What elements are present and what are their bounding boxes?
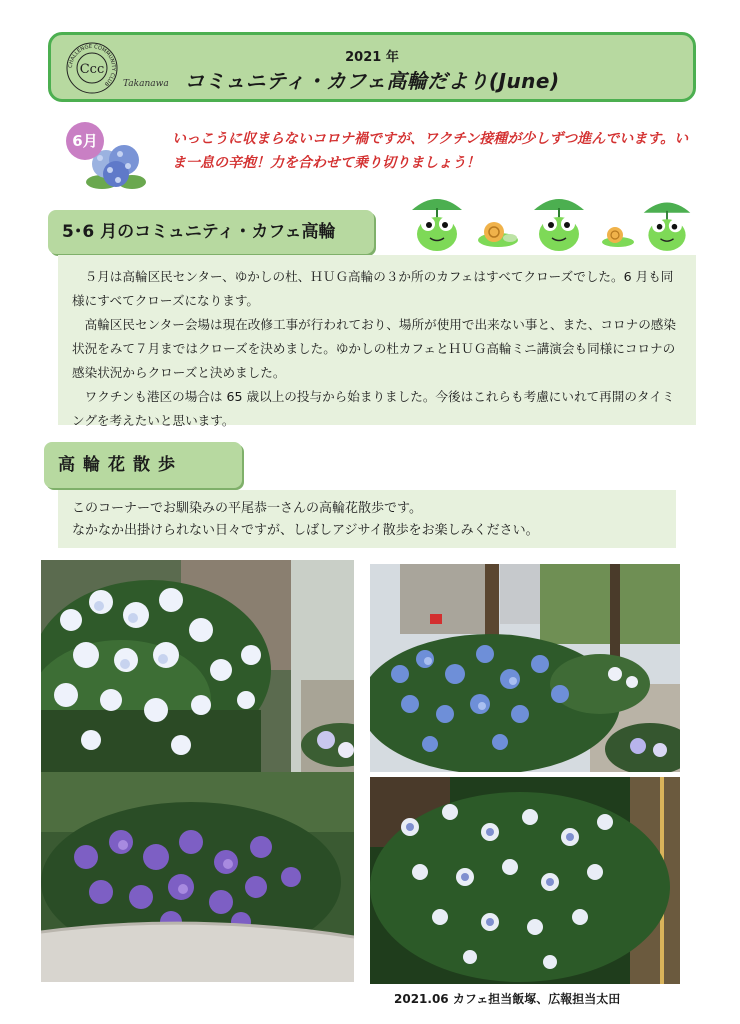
frog-with-umbrella-icon — [408, 188, 466, 254]
photo-white-hydrangeas — [41, 560, 354, 772]
snail-icon — [472, 218, 520, 248]
photo-credit-caption: 2021.06 カフェ担当飯塚、広報担当太田 — [394, 992, 621, 1006]
snail-icon — [598, 224, 636, 248]
svg-text:Ccc: Ccc — [79, 62, 105, 77]
svg-text:CHALLENGE COMMUNITY CLUB: CHALLENGE COMMUNITY CLUB — [67, 43, 117, 87]
newsletter-title: コミュニティ・カフェ高輪だより(June) — [184, 69, 560, 93]
intro-line: なかなか出掛けられない日々ですが、しばしアジサイ散歩をお楽しみください。 — [72, 523, 539, 538]
paragraph: ５月は高輪区民センター、ゆかしの杜、ＨＵＧ高輪の３か所のカフェはすべてクローズでした。6 月も同様にすべてクローズになります。 — [72, 269, 674, 308]
photo-blue-hydrangeas — [370, 564, 680, 772]
month-badge: 6月 — [66, 122, 104, 160]
cafe-report-text — [58, 255, 696, 428]
flower-walk-intro — [58, 490, 676, 548]
section-heading-cafe: 5･6 月のコミュニティ・カフェ高輪 — [48, 210, 374, 254]
paragraph: 高輪区民センター会場は現在改修工事が行われており、場所が使用で出来ない事と、また、コロナの感染状況をみて７月まではクローズを決めました。ゆかしの杜カフェとＨＵＧ高輪ミニ講演会も同様にコロナの感染状況からクローズと決めました。 — [72, 317, 676, 380]
section-heading-flower-walk: 高輪花散歩 — [44, 442, 242, 488]
intro-message: いっこうに収まらないコロナ禍ですが、ワクチン接種が少しずつ進んでいます。いま一息の辛抱！力を合わせて乗り切りましょう！ — [172, 131, 689, 171]
newsletter-header — [48, 32, 696, 102]
paragraph: ワクチンも港区の場合は 65 歳以上の投与から始まりました。今後はこれらも考慮にいれて再開のタイミングを考えたいと思います。 — [72, 389, 675, 428]
photo-lacecap-hydrangeas — [370, 777, 680, 984]
logo-subtext: Takanawa — [123, 79, 169, 89]
frog-with-umbrella-icon — [530, 188, 588, 254]
frog-with-umbrella-icon — [640, 192, 694, 254]
intro-line: このコーナーでお馴染みの平尾恭一さんの高輪花散歩です。 — [72, 501, 422, 516]
issue-year: 2021 年 — [345, 50, 399, 65]
photo-purple-hydrangeas — [41, 772, 354, 982]
